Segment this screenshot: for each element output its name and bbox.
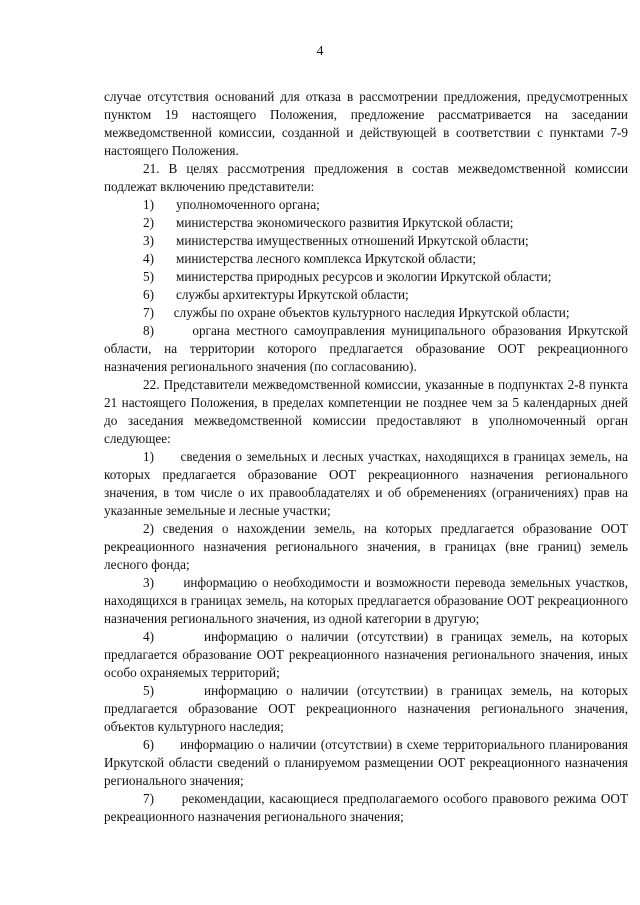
list-item: 6) службы архитектуры Иркутской области; [143, 287, 409, 302]
list-item: 5) министерства природных ресурсов и экологии Иркутской области; [143, 269, 552, 284]
subitem-5: 5) информацию о наличии (отсутствии) в границах земель, на которых предлагается образование ООТ рекреационного назначения регионального значения, объектов культурного наследия; [104, 683, 632, 734]
list-item: 4) министерства лесного комплекса Иркутской области; [143, 251, 476, 266]
subitem-2: 2) сведения о нахождении земель, на которых предлагается образование ООТ рекреационного назначения регионального значения, в границах (вне границ) земель лесного фонда; [104, 521, 628, 572]
subitem-7: 7) рекомендации, касающиеся предполагаемого особого правового режима ООТ рекреационного назначения регионального значения; [104, 791, 632, 824]
list-item: 3) министерства имущественных отношений Иркутской области; [143, 233, 529, 248]
subitem-1: 1) сведения о земельных и лесных участках, находящихся в границах земель, на которых предлагается образование ООТ рекреационного назначения регионального значения, в том числе о их правообладателях и об обременениях (ограничениях) прав на указанные земельные и лесные участки; [104, 449, 632, 518]
list-item: 2) министерства экономического развития Иркутской области; [143, 215, 514, 230]
document-body [104, 88, 632, 826]
paragraph-continuation: случае отсутствия оснований для отказа в рассмотрении предложения, предусмотренных пунктом 19 настоящего Положения, предложение рассматривается на заседании межведомственной комиссии, созданной и действующей в соответствии с пунктами 7-9 настоящего Положения. [104, 89, 628, 158]
list-21 [104, 196, 628, 304]
list-item: 1) уполномоченного органа; [143, 197, 320, 212]
paragraph-22: 22. Представители межведомственной комиссии, указанные в подпунктах 2-8 пункта 21 настоящего Положения, в пределах компетенции не позднее чем за 5 календарных дней до заседания межведомственной комиссии предоставляют в уполномоченный орган следующее: [104, 377, 628, 446]
subitem-6: 6) информацию о наличии (отсутствии) в схеме территориального планирования Иркутской области сведений о планируемом размещении ООТ рекреационного назначения регионального значения; [104, 737, 632, 788]
subitem-3: 3) информацию о необходимости и возможности перевода земельных участков, находящихся в границах земель, на которых предлагается образование ООТ рекреационного назначения регионального значения, из одной категории в другую; [104, 575, 632, 626]
paragraph-21: 21. В целях рассмотрения предложения в состав межведомственной комиссии подлежат включению представители: [104, 161, 628, 194]
subitem-4: 4) информацию о наличии (отсутствии) в границах земель, на которых предлагается образование ООТ рекреационного назначения регионального значения, иных особо охраняемых территорий; [104, 629, 632, 680]
list-item-7: 7) службы по охране объектов культурного наследия Иркутской области; [143, 305, 570, 320]
list-item-8: 8) органа местного самоуправления муниципального образования Иркутской области, на территории которого предлагается образование ООТ рекреационного назначения регионального значения (по согласованию). [104, 323, 632, 374]
page-number: 4 [316, 44, 324, 59]
